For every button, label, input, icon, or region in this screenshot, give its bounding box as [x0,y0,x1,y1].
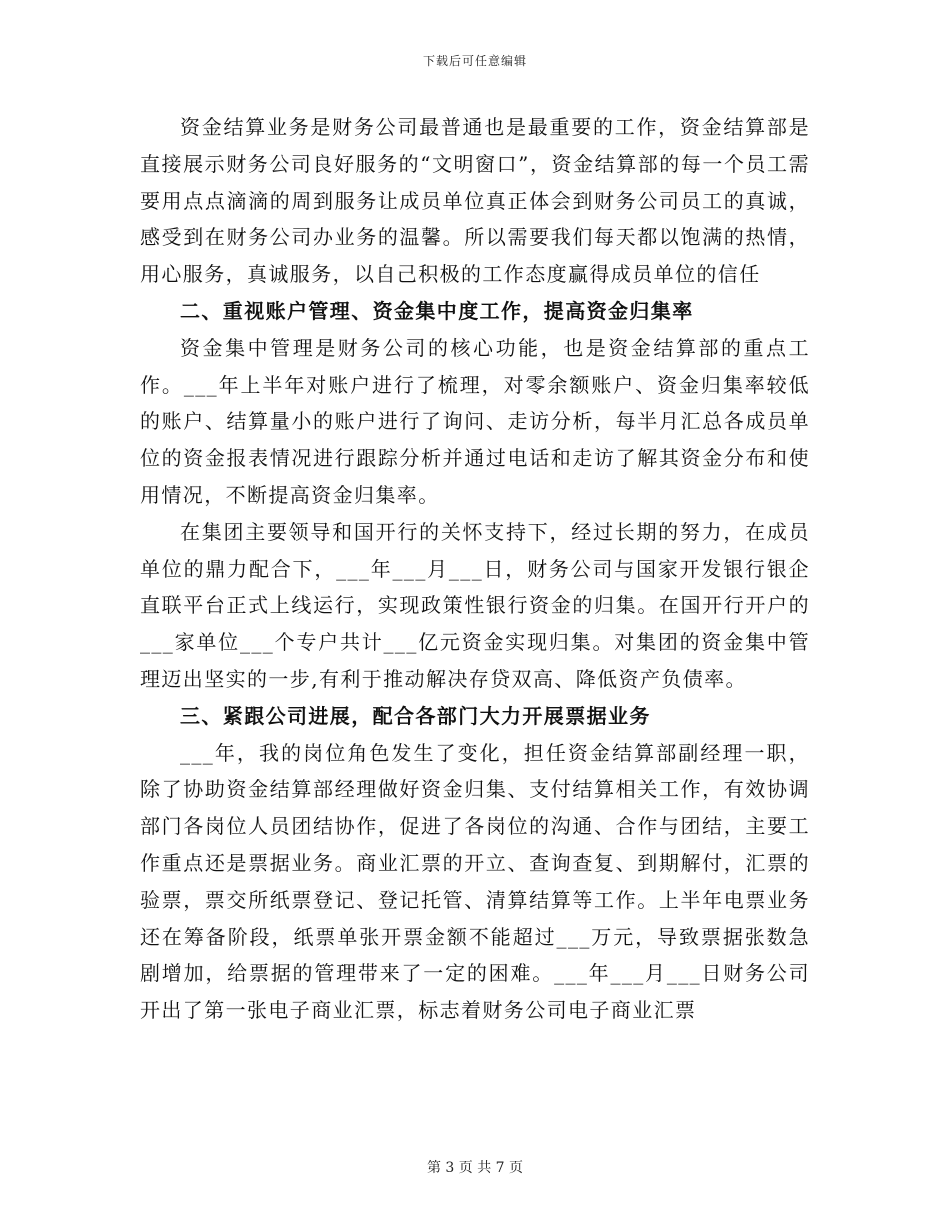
paragraph-3: 在集团主要领导和国开行的关怀支持下，经过长期的努力，在成员单位的鼎力配合下，___年___月___日，财务公司与国家开发银行银企直联平台正式上线运行，实现政策性银行资金的归集。在国开行开户的___家单位___个专户共计___亿元资金实现归集。对集团的资金集中管理迈出坚实的一步,有利于推动解决存贷双高、降低资产负债率。 [140,519,810,691]
paragraph-1: 资金结算业务是财务公司最普通也是最重要的工作，资金结算部是直接展示财务公司良好服务的“文明窗口”，资金结算部的每一个员工需要用点点滴滴的周到服务让成员单位真正体会到财务公司员工的真诚，感受到在财务公司办业务的温馨。所以需要我们每天都以饱满的热情，用心服务，真诚服务，以自己积极的工作态度赢得成员单位的信任 [140,115,810,287]
paragraph-2: 资金集中管理是财务公司的核心功能，也是资金结算部的重点工作。___年上半年对账户进行了梳理，对零余额账户、资金归集率较低的账户、结算量小的账户进行了询问、走访分析，每半月汇总各成员单位的资金报表情况进行跟踪分析并通过电话和走访了解其资金分布和使用情况，不断提高资金归集率。 [140,335,810,507]
document-body [140,109,810,1029]
paragraph-4: ___年，我的岗位角色发生了变化，担任资金结算部副经理一职，除了协助资金结算部经理做好资金归集、支付结算相关工作，有效协调部门各岗位人员团结协作，促进了各岗位的沟通、合作与团结，主要工作重点还是票据业务。商业汇票的开立、查询查复、到期解付，汇票的验票，票交所纸票登记、登记托管、清算结算等工作。上半年电票业务还在筹备阶段，纸票单张开票金额不能超过___万元，导致票据张数急剧增加，给票据的管理带来了一定的困难。___年___月___日财务公司开出了第一张电子商业汇票，标志着财务公司电子商业汇票 [140,740,810,1023]
section-heading-2: 二、重视账户管理、资金集中度工作，提高资金归集率 [180,298,694,323]
page-number: 第 3 页 共 7 页 [426,1160,524,1176]
page-header: 下载后可任意编辑 [422,54,527,68]
section-heading-3: 三、紧跟公司进展，配合各部门大力开展票据业务 [180,703,651,728]
